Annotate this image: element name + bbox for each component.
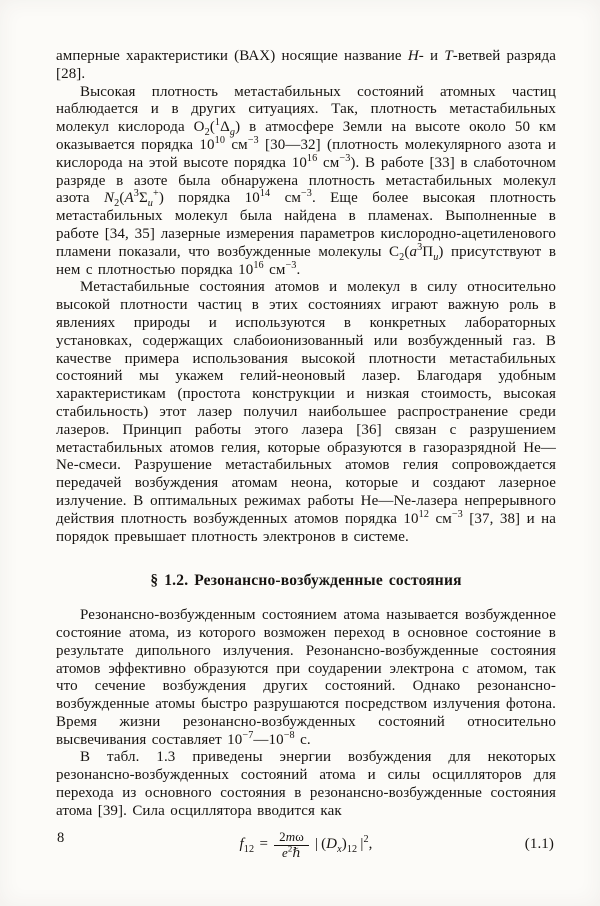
equation-numerator: 2mω [279, 828, 304, 844]
paragraph-resonance-states: Резонансно-возбужденным состоянием атома называется возбужденное состояние атома, из которого возможен переход в основное состояние в результате дипольного излучения. Резонансно-возбужденные состояния атомов эффективно образуются при соударении электрона с атомом, так что сечение возбуждения других состояний. Однако резонансно-возбужденные атомы быстро разрушаются посредством излучения фотона. Время жизни резонансно-возбужденных состояний относительно высвечивания составляет $10^{-7}—10^{-8}$ с. [56, 607, 556, 748]
paragraph-metastable-density: Высокая плотность метастабильных состояний атомных частиц наблюдается и в других ситуациях. Так, плотность метастабильных молекул кислорода $O_2(^1\Delta_g)$ в атмосфере Земли на высоте около 50 км оказывается порядка $10^{10}$ $см^{-3}$ [30—32] (плотность молекулярного азота и кислорода на этой высоте порядка $10^{16}$ $см^{-3}$). В работе [33] в слаботочном разряде в азоте была обнаружена плотность метастабильных молекул азота $N_2(A^3\Sigma_u^+)$ порядка $10^{14}$ $см^{-3}$. Еще более высокая плотность метастабильных молекул была найдена в пламенах. Выполненные в работе [34, 35] лазерные измерения параметров кислородно-ацетиленового пламени показали, что возбужденные молекулы $C_2(a^3\Pi_u)$ присутствуют в нем с плотностью порядка $10^{16}$ $см^{-3}$. [56, 83, 557, 278]
paragraph-he-ne-laser: Метастабильные состояния атомов и молекул в силу относительно высокой плотности частиц в этих состояниях играют важную роль в явлениях природы и используются в конкретных лабораторных установках, содержащих слабоионизованный или возбужденный газ. В качестве примера использования высокой плотности метастабильных состояний мы укажем гелий-неоновый лазер. Благодаря удобным характеристикам (простота конструкции и низкая стоимость, высокая стабильность) этот лазер получил наибольшее распространение среди лазеров. Принцип работы этого лазера [36] связан с разрушением метастабильных атомов гелия, которые образуются в газоразрядной He—Ne-смеси. Разрушение метастабильных атомов гелия сопровождается передачей возбуждения атомам неона, которые и создают лазерное излучение. В оптимальных режимах работы He—Ne-лазера непрерывного действия плотность возбужденных атомов порядка $10^{12}$ $см^{-3}$ [37, 38] и на порядок превышает плотность электронов в системе. [56, 279, 557, 545]
equation-number: (1.1) [524, 836, 554, 853]
equation-fraction [274, 830, 309, 861]
equation-lhs: $f_{12}$ = [239, 836, 269, 856]
page-text-column [56, 48, 556, 861]
equation-denominator: $e^2\hbar$ [274, 845, 309, 861]
section-heading: § 1.2. Резонансно-возбужденные состояния [150, 572, 462, 590]
equation-rhs: | $(D_x)_{12}$ $|^2$, [314, 834, 373, 856]
paragraph-continuation: амперные характеристики (ВАХ) носящие название H- и T-ветвей разряда [28]. [56, 48, 557, 82]
equation-1-1 [56, 830, 556, 861]
paragraph-oscillator-strength: В табл. 1.3 приведены энергии возбуждения для некоторых резонансно-возбужденных состояний атома и силы осцилляторов для перехода из основного состояния в резонансно-возбужденные состояния атома [39]. Сила осциллятора вводится как [56, 749, 556, 819]
equation-body [239, 830, 372, 861]
page-number: 8 [57, 830, 65, 846]
